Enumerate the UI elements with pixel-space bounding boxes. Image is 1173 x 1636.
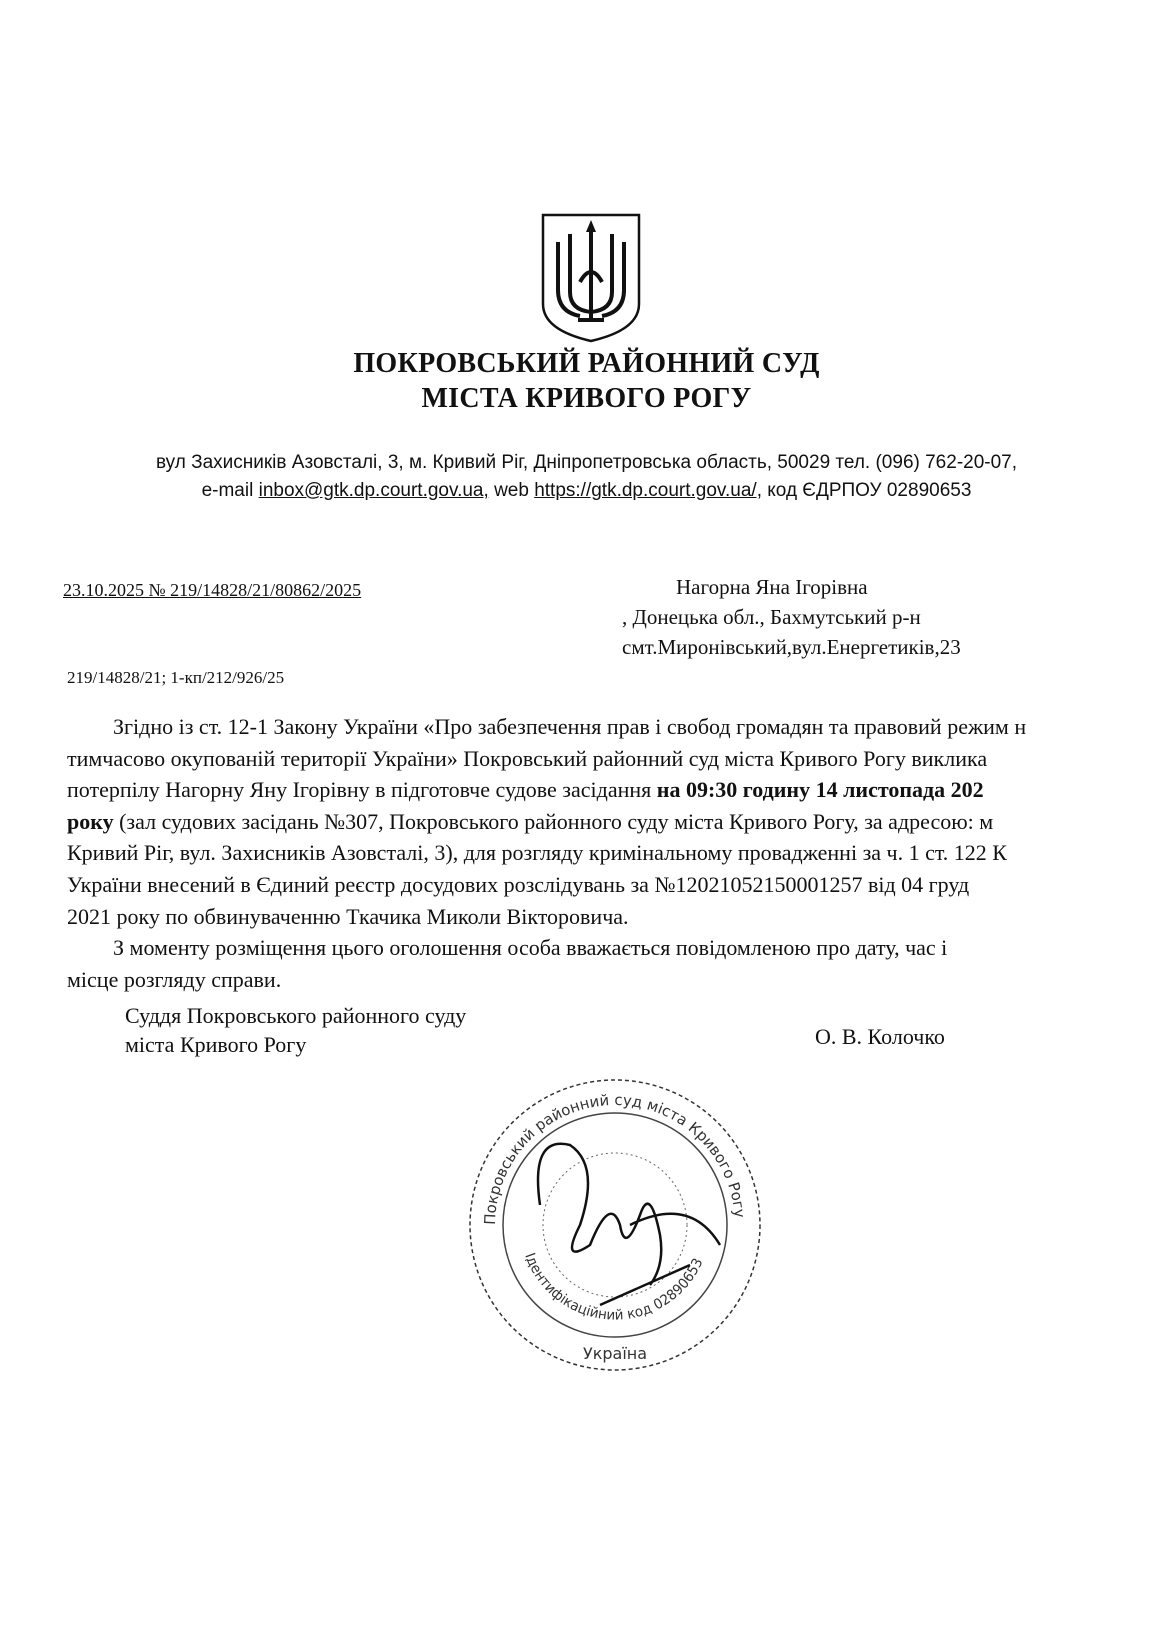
case-numbers: 219/14828/21; 1-кп/212/926/25: [67, 668, 285, 687]
email-label: e-mail: [201, 480, 254, 501]
stamp-outer-text: Покровський районний суд міста Кривого Рогу: [480, 1090, 749, 1226]
svg-text:Ідентифікаційний код 02890653: [521, 1251, 706, 1324]
body-text: потерпілу Нагорну Яну Ігорівну в підготовче судове засідання: [67, 777, 657, 803]
court-contacts: [0, 480, 1173, 502]
judge-position-line2: міста Кривого Рогу: [125, 1032, 307, 1057]
body-line: тимчасово окупованій території України» Покровський районний суд міста Кривого Рогу виклика: [67, 745, 988, 771]
body-line: З моменту розміщення цього оголошення особа вважається повідомленою про дату, час і: [113, 935, 948, 961]
email-link[interactable]: inbox@gtk.dp.court.gov.ua,: [258, 480, 489, 501]
court-address: вул Захисників Азовсталі, 3, м. Кривий Ріг, Дніпропетровська область, 50029 тел. (096) 762-20-07,: [155, 452, 1018, 473]
web-label: web: [494, 480, 529, 501]
body-line: Згідно із ст. 12-1 Закону України «Про забезпечення прав і свобод громадян та правовий режим н: [113, 714, 1027, 739]
web-link[interactable]: https://gtk.dp.court.gov.ua/,: [534, 480, 762, 501]
judge-name: О. В. Колочко: [815, 1024, 945, 1049]
court-title-line2: МІСТА КРИВОГО РОГУ: [421, 383, 752, 414]
court-title-line1: ПОКРОВСЬКИЙ РАЙОННИЙ СУД: [353, 348, 820, 379]
body-line: 2021 року по обвинуваченню Ткачика Миколи Вікторовича.: [67, 903, 629, 929]
judge-position-line1: Суддя Покровського районного суду: [125, 1003, 467, 1028]
body-text: (зал судових засідань №307, Покровського районного суду міста Кривого Рогу, за адресою: м: [113, 808, 994, 834]
svg-text:Покровський районний суд міста: [481, 1091, 749, 1225]
body-line: України внесений в Єдиний реєстр досудових розслідувань за №12021052150001257 від 04 груд: [67, 871, 970, 897]
stamp-bottom-text: Україна: [582, 1344, 648, 1363]
stamp-inner-text: Ідентифікаційний код 02890653: [521, 1250, 707, 1324]
body-line: [67, 774, 1173, 806]
coat-of-arms-emblem: [540, 212, 642, 344]
recipient-name: Нагорна Яна Ігорівна: [676, 575, 868, 599]
body-line: [67, 806, 1173, 838]
court-seal-stamp: [460, 1075, 770, 1375]
body-line: місце розгляду справи.: [67, 966, 282, 992]
edrpou-code: код ЄДРПОУ 02890653: [767, 480, 972, 501]
outgoing-date-number: 23.10.2025 № 219/14828/21/80862/2025: [63, 580, 362, 600]
recipient-address-line3: смт.Миронівський,вул.Енергетиків,23: [622, 635, 961, 659]
body-line: Кривий Ріг, вул. Захисників Азовсталі, 3), для розгляду кримінальному провадженні за ч. 1 ст. 122 К: [67, 840, 1007, 866]
notice-body: [67, 711, 1173, 995]
hearing-year-word: року: [67, 808, 114, 834]
recipient-address-line2: , Донецька обл., Бахмутський р-н: [622, 605, 921, 629]
hearing-datetime: на 09:30 годину 14 листопада 202: [656, 777, 984, 803]
